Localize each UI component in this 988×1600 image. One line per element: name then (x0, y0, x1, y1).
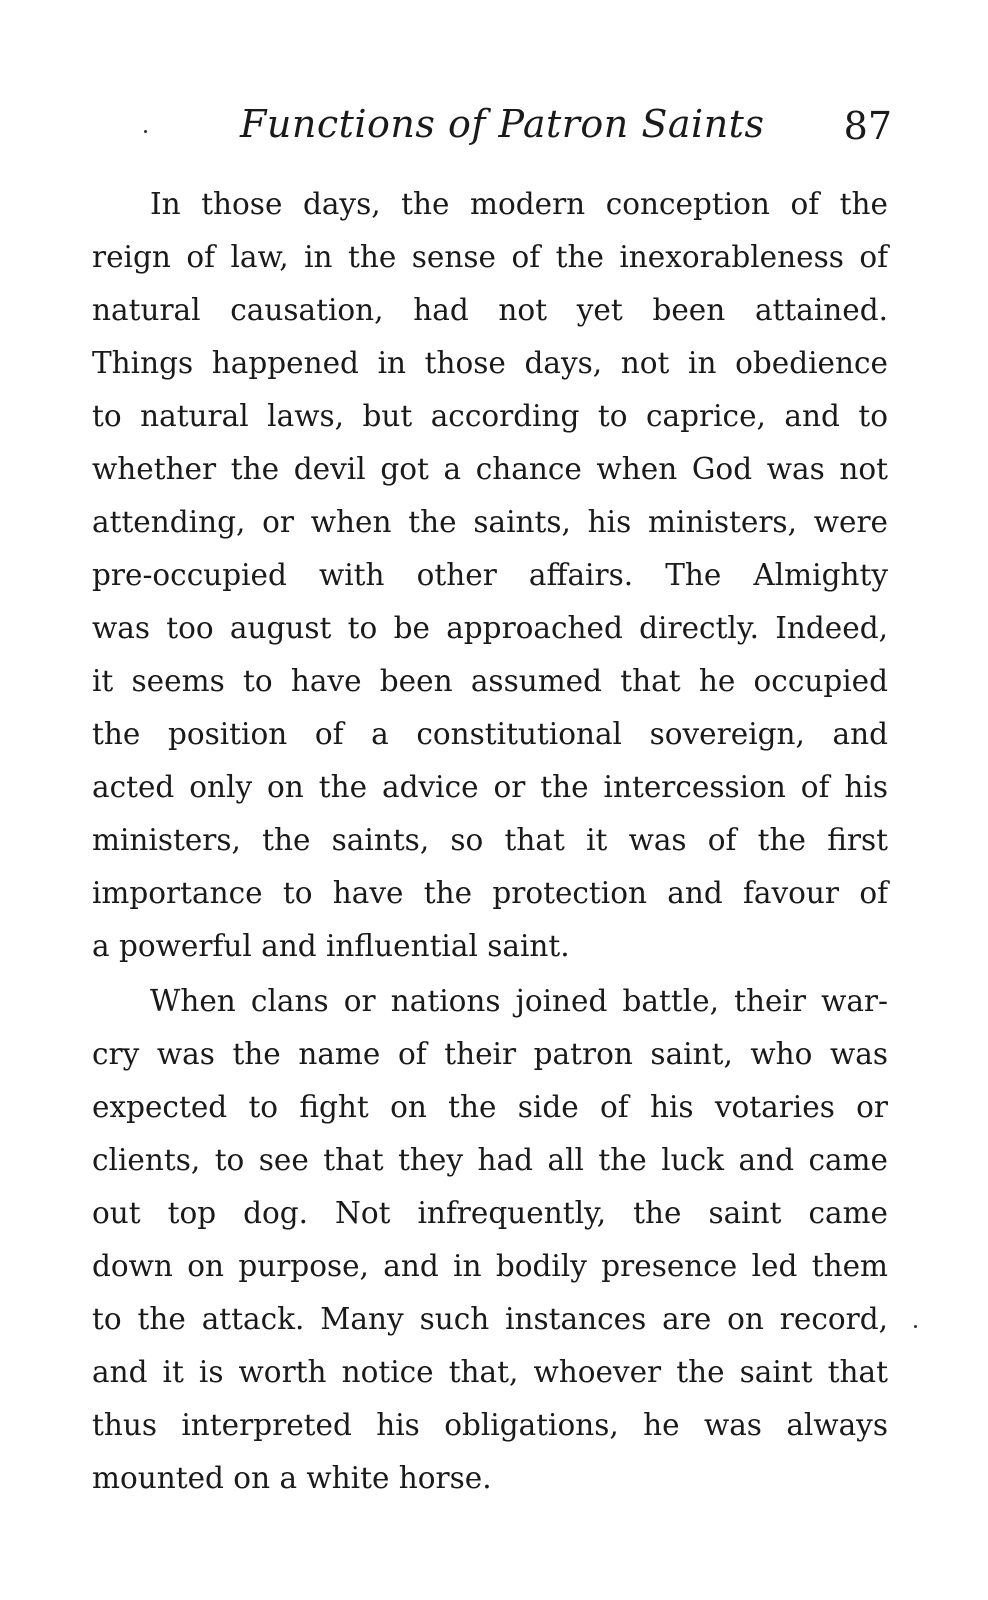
text-line: it seems to have been assumed that he occupied (92, 664, 888, 698)
text-line: natural causation, had not yet been attained. (92, 293, 888, 327)
text-line: clients, to see that they had all the luck and came (92, 1143, 888, 1177)
text-line: expected to fight on the side of his votaries or (92, 1090, 888, 1124)
text-line: Things happened in those days, not in obedience (92, 346, 888, 380)
text-line: to the attack. Many such instances are on record, (92, 1302, 888, 1336)
text-line: When clans or nations joined battle, their war- (150, 984, 888, 1018)
text-line: a powerful and influential saint. (92, 929, 570, 963)
text-line: thus interpreted his obligations, he was always (92, 1408, 888, 1442)
text-line: and it is worth notice that, whoever the saint that (92, 1355, 888, 1389)
text-line: importance to have the protection and favour of (92, 876, 888, 910)
paragraph-2 (92, 975, 888, 1505)
text-line: acted only on the advice or the intercession of his (92, 770, 888, 804)
text-line: attending, or when the saints, his ministers, were (92, 505, 888, 539)
text-line: whether the devil got a chance when God was not (92, 452, 888, 486)
running-title: Functions of Patron Saints (240, 102, 765, 146)
page-number: 87 (843, 104, 892, 148)
text-line: to natural laws, but according to caprice, and to (92, 399, 888, 433)
paragraph-1 (92, 178, 888, 973)
text-line: was too august to be approached directly. Indeed, (92, 611, 888, 645)
text-line: down on purpose, and in bodily presence led them (92, 1249, 888, 1283)
body-text (92, 178, 888, 1505)
text-line: out top dog. Not infrequently, the saint came (92, 1196, 888, 1230)
text-line: pre-occupied with other affairs. The Almighty (92, 558, 888, 592)
text-line: reign of law, in the sense of the inexorableness of (92, 240, 888, 274)
text-line: mounted on a white horse. (92, 1461, 492, 1495)
text-line: cry was the name of their patron saint, who was (92, 1037, 888, 1071)
text-line: the position of a constitutional sovereign, and (92, 717, 888, 751)
scan-speck (144, 130, 147, 133)
text-line: In those days, the modern conception of the (150, 187, 888, 221)
running-head (92, 102, 892, 158)
scan-speck (914, 1325, 917, 1328)
text-line: ministers, the saints, so that it was of the first (92, 823, 888, 857)
